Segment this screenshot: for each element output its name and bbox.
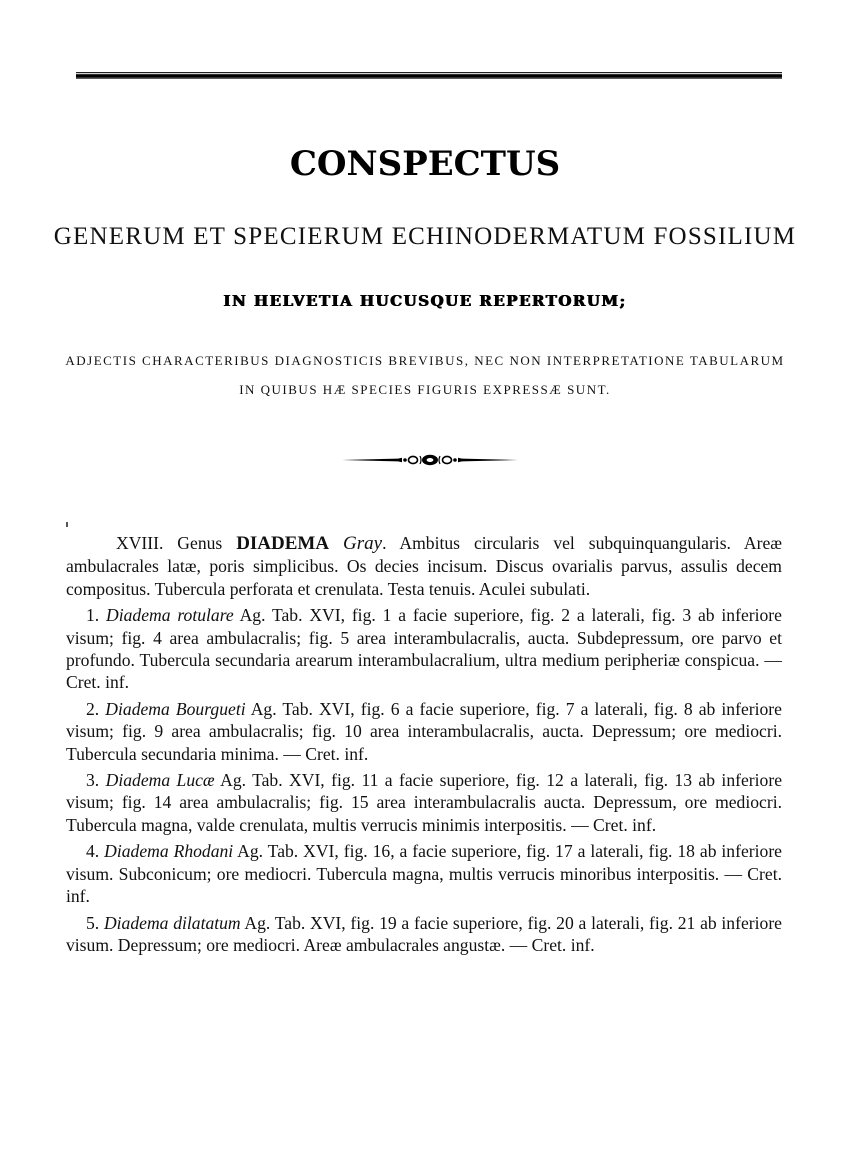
species-name: Diadema dilatatum [103, 912, 241, 933]
species-entry [66, 698, 782, 765]
species-name: Diadema Lucæ [105, 770, 215, 791]
species-text: Ag. Tab. XVI, fig. 19 a facie superiore, fig. 20 a laterali, fig. 21 ab inferiore visum. Depressum; ore mediocri. Areæ ambulacrales angustæ. — Cret. inf. [66, 912, 782, 955]
body-text [66, 532, 782, 956]
blackletter-line: IN HELVETIA HUCUSQUE REPERTORUM; [223, 292, 627, 310]
margin-mark [66, 522, 68, 527]
genus-paragraph [66, 532, 782, 600]
species-name: Diadema Bourgueti [105, 698, 246, 719]
subtitle: GENERUM ET SPECIERUM ECHINODERMATUM FOSSILIUM [53, 223, 797, 250]
page-title: CONSPECTUS [289, 144, 561, 184]
species-number: 4. [86, 841, 100, 862]
species-entry [66, 912, 782, 957]
species-number: 1. [86, 605, 100, 626]
ornament-divider [342, 451, 518, 469]
adjectis-line-1: ADJECTIS CHARACTERIBUS DIAGNOSTICIS BREVIBUS, NEC NON INTERPRETATIONE TABULARUM [65, 353, 785, 368]
species-number: 3. [86, 770, 100, 791]
genus-author: Gray [343, 533, 383, 554]
species-entry [66, 604, 782, 694]
species-number: 5. [86, 912, 100, 933]
species-entry [66, 840, 782, 907]
species-number: 2. [86, 698, 100, 719]
genus-name: DIADEMA [236, 533, 330, 554]
top-rule [76, 72, 782, 79]
species-name: Diadema Rhodani [104, 841, 234, 862]
genus-description: . Ambitus circularis vel subquinquangularis. Areæ ambulacrales latæ, poris simplicibus. Os decies incisum. Discus ovarialis parvus, assulis decem compositus. Tubercula perforata et crenulata. Testa tenuis. Aculei subulati. [66, 533, 782, 599]
species-text: Ag. Tab. XVI, fig. 1 a facie superiore, fig. 2 a laterali, fig. 3 ab inferiore visum; fig. 4 area ambulacralis; fig. 5 area interambulacralis, aucta. Subdepressum, ore parvo et profundo. Tubercula secundaria arearum interambulacralium, ultra medium peripheriæ conspicua. — Cret. inf. [66, 605, 782, 693]
species-text: Ag. Tab. XVI, fig. 6 a facie superiore, fig. 7 a laterali, fig. 8 ab inferiore visum; fig. 9 area ambulacralis; fig. 10 area interambulacralis, aucta. Depressum; ore mediocri. Tubercula secundaria minima. — Cret. inf. [66, 698, 782, 764]
species-entry [66, 769, 782, 836]
species-text: Ag. Tab. XVI, fig. 16, a facie superiore, fig. 17 a laterali, fig. 18 ab inferiore visum. Subconicum; ore mediocri. Tubercula magna, multis verrucis minoribus interpositis. — Cret. inf. [66, 841, 782, 907]
adjectis-line-2: IN QUIBUS HÆ SPECIES FIGURIS EXPRESSÆ SUNT. [239, 382, 611, 397]
genus-prefix: XVIII. Genus [116, 533, 237, 553]
species-name: Diadema rotulare [106, 605, 234, 626]
species-text: Ag. Tab. XVI, fig. 11 a facie superiore, fig. 12 a laterali, fig. 13 ab inferiore visum; fig. 14 area ambulacralis; fig. 15 area interambulacralis aucta. Depressum, ore mediocri. Tubercula magna, valde crenulata, multis verrucis minimis interpositis. — Cret. inf. [66, 770, 783, 835]
